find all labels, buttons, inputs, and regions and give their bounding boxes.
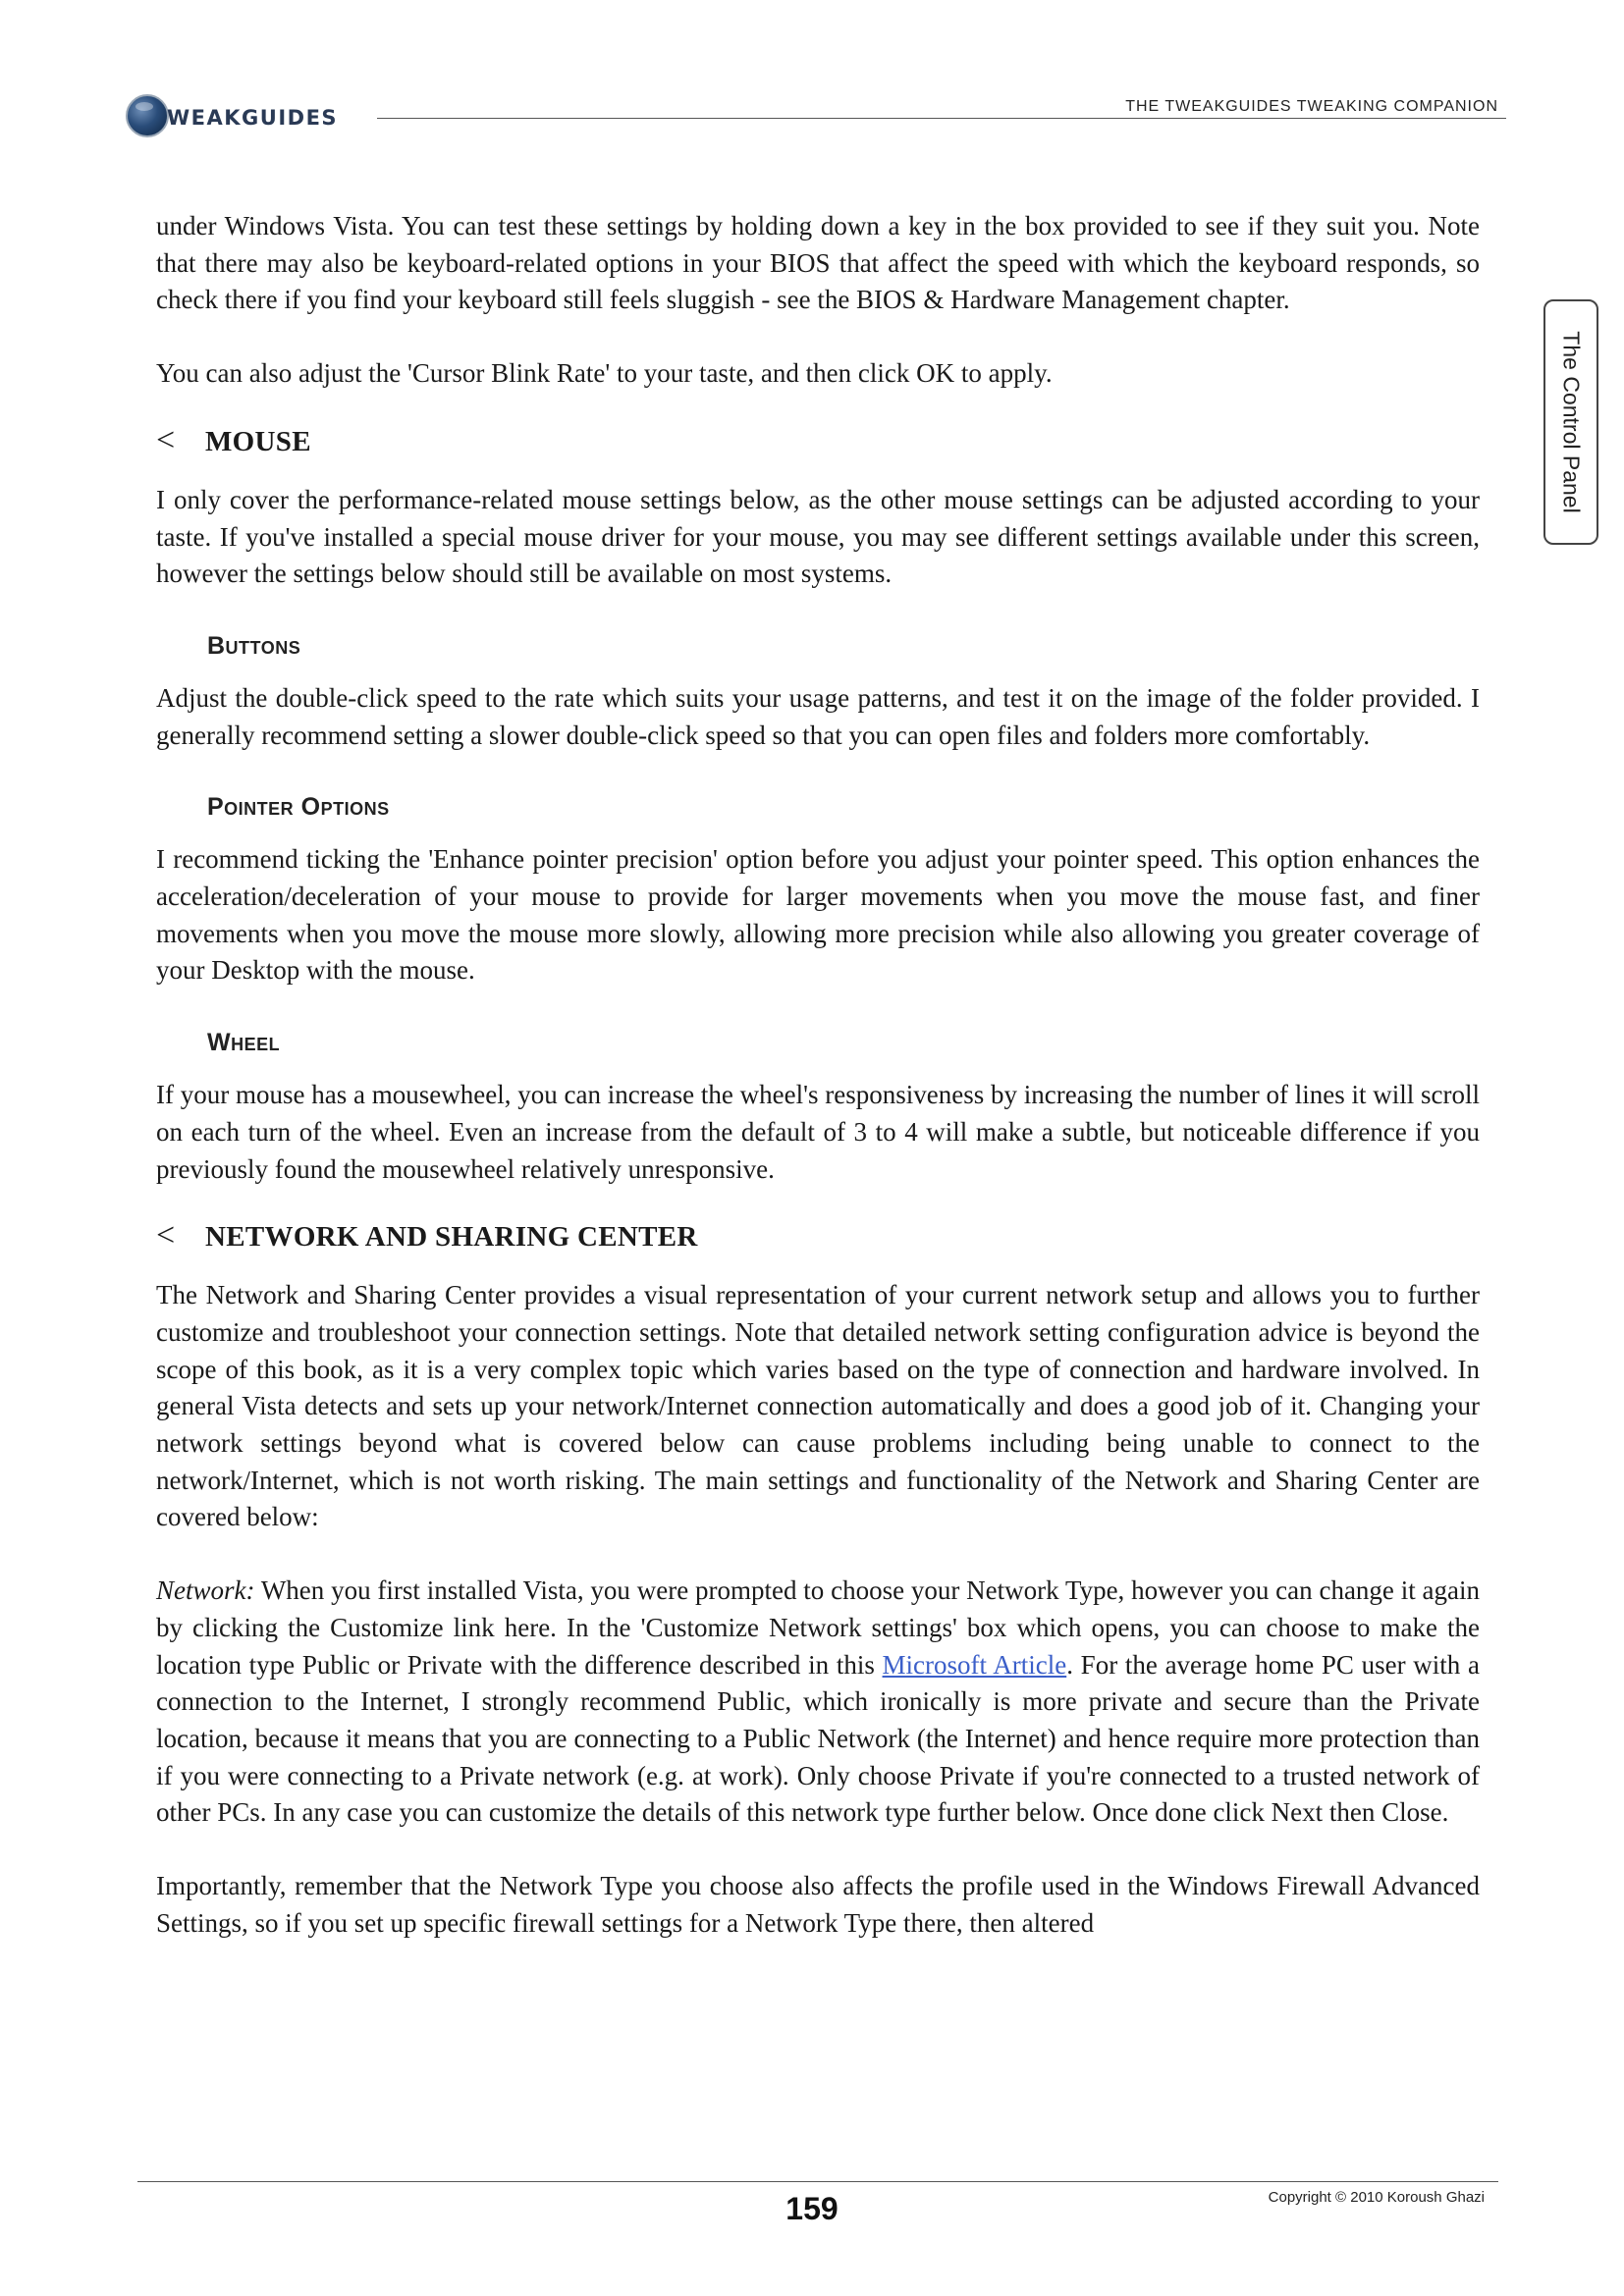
paragraph-network-type (156, 1573, 1480, 1832)
section-heading-network (156, 1217, 1480, 1255)
chapter-side-tab (1543, 299, 1598, 545)
subheading-wheel: Wheel (207, 1029, 281, 1057)
paragraph-wheel: If your mouse has a mousewheel, you can increase the wheel's responsiveness by increasing the number of lines it will scroll on each turn of the wheel. Even an increase from the default of 3 to 4 will make a subtle, but noticeable difference if you previously found the mousewheel relatively unresponsive. (156, 1080, 1480, 1184)
paragraph-buttons: Adjust the double-click speed to the rate which suits your usage patterns, and test it on the image of the folder provided. I generally recommend setting a slower double-click speed so that you can open files and folders more comfortably. (156, 682, 1480, 750)
footer-divider (137, 2181, 1498, 2182)
paragraph-cursor-blink: You can also adjust the 'Cursor Blink Rate' to your taste, and then click OK to apply. (156, 358, 1053, 389)
header-title: THE TWEAKGUIDES TWEAKING COMPANION (1125, 98, 1498, 115)
section-arrow-icon: < (156, 421, 176, 458)
microsoft-article-link[interactable]: Microsoft Article (882, 1649, 1067, 1680)
subheading-buttons: Buttons (207, 631, 301, 660)
header-divider (377, 118, 1506, 119)
section-heading-mouse-label: MOUSE (205, 425, 311, 457)
paragraph-mouse-intro: I only cover the performance-related mouse settings below, as the other mouse settings can be adjusted according to your taste. If you've installed a special mouse driver for your mouse, you may see different settings available under this screen, however the settings below should still be available on most systems. (156, 484, 1480, 589)
term-network: Network: (156, 1575, 255, 1606)
page-content (156, 208, 1480, 1979)
section-heading-network-label: NETWORK AND SHARING CENTER (205, 1221, 698, 1254)
subheading-pointer-options: Pointer Options (207, 793, 390, 822)
copyright-notice: Copyright © 2010 Koroush Ghazi (1268, 2189, 1485, 2206)
paragraph-network-intro: The Network and Sharing Center provides a visual representation of your current network setup and allows you to further customize and troubleshoot your connection settings. Note that detailed network setting configuration advice is beyond the scope of this book, as it is a very complex topic which varies based on the type of connection and hardware involved. In general Vista detects and sets up your network/Internet connection automatically and does a good job of it. Changing your network settings beyond what is covered below can cause problems including being unable to connect to the network/Internet, which is not worth risking. The main settings and functionality of the Network and Sharing Center are covered below: (156, 1280, 1480, 1532)
paragraph-firewall-profile: Importantly, remember that the Network Type you choose also affects the profile used in the Windows Firewall Advanced Settings, so if you set up specific firewall settings for a Network Type there, then altered (156, 1871, 1480, 1938)
network-text-part-b: . For the average home PC user with a connection to the Internet, I strongly recommend Public, which ironically is more private and secure than the Private location, because it means that you are connecting to a Public Network (the Internet) and hence require more protection than if you were connecting to a Private network (e.g. at work). Only choose Private if you're connected to a trusted network of other PCs. In any case you can customize the details of this network type further below. Once done click Next then Close. (156, 1649, 1480, 1828)
chapter-side-tab-label: The Control Panel (1558, 331, 1585, 513)
paragraph-keyboard-settings: under Windows Vista. You can test these settings by holding down a key in the box provided to see if they suit you. Note that there may also be keyboard-related options in your BIOS that affect the speed with which the keyboard responds, so check there if you find your keyboard still feels sluggish - see the BIOS & Hardware Management chapter. (156, 211, 1480, 315)
section-heading-mouse (156, 422, 1480, 460)
logo-orb-icon (126, 94, 169, 137)
section-arrow-icon: < (156, 1217, 176, 1255)
tweakguides-logo (126, 94, 371, 143)
logo-text: WEAKGUIDES (167, 106, 339, 130)
paragraph-pointer-options: I recommend ticking the 'Enhance pointer precision' option before you adjust your pointer speed. This option enhances the acceleration/deceleration of your mouse to provide for larger movements when you move the mouse fast, and finer movements when you move the mouse more slowly, allowing more precision while also allowing you greater coverage of your Desktop with the mouse. (156, 844, 1480, 986)
network-text-part-a: When you first installed Vista, you were prompted to choose your Network Type, however you can change it again by clicking the Customize link here. In the 'Customize Network settings' box which opens, you can choose to make the location type Public or Private with the difference described in this (156, 1575, 1480, 1680)
page-number: 159 (785, 2191, 839, 2226)
